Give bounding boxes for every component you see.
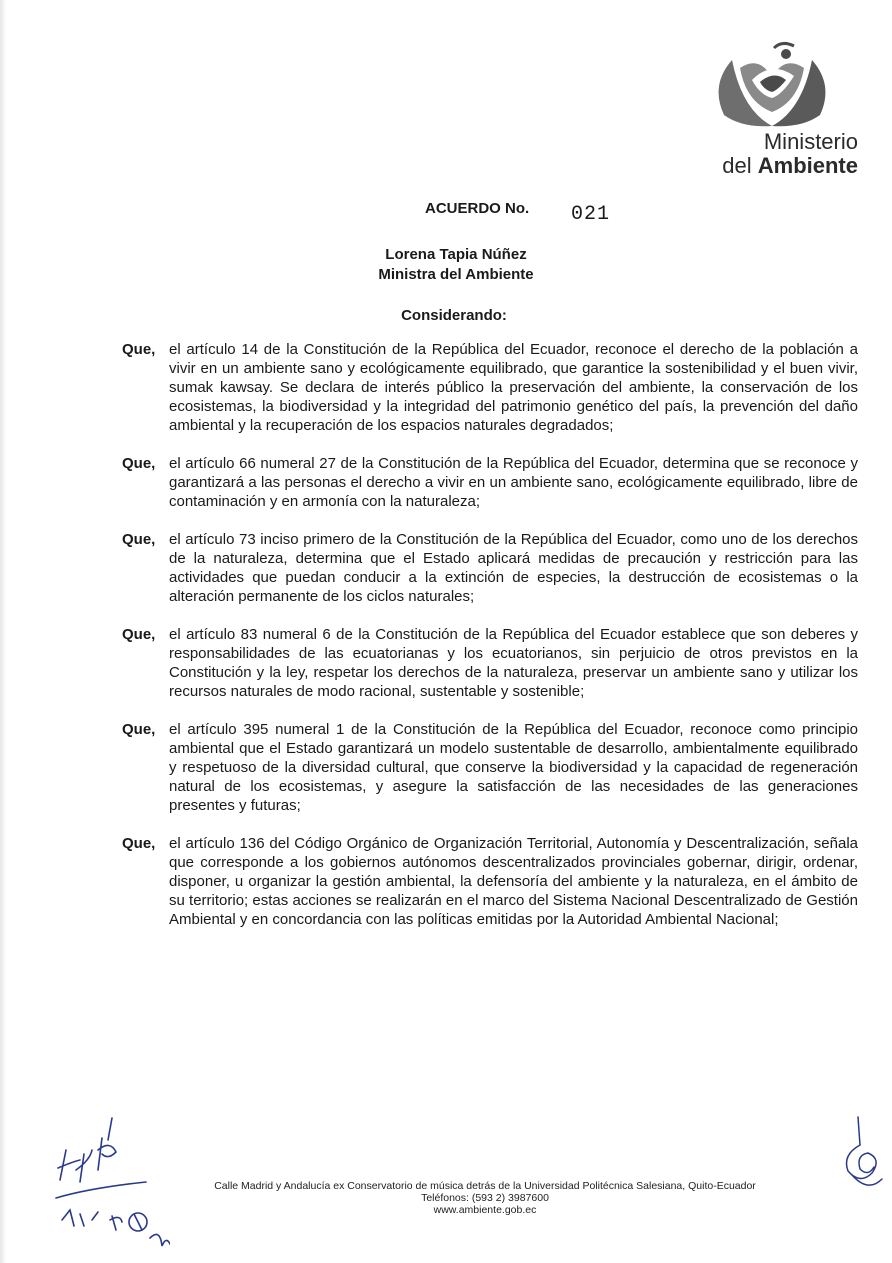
clause-item: [122, 454, 858, 511]
clauses-list: [122, 340, 858, 948]
logo-line-ministerio: Ministerio: [763, 129, 858, 154]
footer-website: www.ambiente.gob.ec: [433, 1204, 537, 1216]
clause-text: el artículo 66 numeral 27 de la Constitución de la República del Ecuador, determina que se reconoce y garantizará a las personas el derecho a vivir en un ambiente sano, ecológicamente equilibrado, libre de contaminación y en armonía con la naturaleza;: [169, 455, 858, 510]
page-footer: [120, 1180, 850, 1216]
clause-item: [122, 530, 858, 606]
considerando-heading: Considerando:: [401, 307, 507, 324]
clause-item: [122, 720, 858, 815]
clause-item: [122, 834, 858, 929]
acuerdo-number: 021: [571, 203, 611, 226]
clause-item: [122, 340, 858, 435]
clause-label: Que,: [122, 531, 156, 548]
logo-line-del: del: [722, 153, 752, 178]
clause-text: el artículo 14 de la Constitución de la República del Ecuador, reconoce el derecho de la población a vivir en un ambiente sano y ecológicamente equilibrado, que garantice la sostenibilidad y el buen vivir, sumak kawsay. Se declara de interés público la preservación del ambiente, la conservación de los ecosistemas, la biodiversidad y la integridad del patrimonio genético del país, la prevención del daño ambiental y la recuperación de los espacios naturales degradados;: [169, 341, 858, 434]
scan-edge-shadow: [0, 0, 6, 1263]
clause-text: el artículo 73 inciso primero de la Constitución de la República del Ecuador, como uno de los derechos de la naturaleza, determina que el Estado aplicará medidas de precaución y restricción para las actividades que puedan conducir a la extinción de especies, la destrucción de ecosistemas o la alteración permanente de los ciclos naturales;: [169, 531, 858, 605]
clause-label: Que,: [122, 455, 156, 472]
clause-label: Que,: [122, 835, 156, 852]
acuerdo-label: ACUERDO No.: [425, 200, 530, 217]
clause-text: el artículo 395 numeral 1 de la Constitución de la República del Ecuador, reconoce como principio ambiental que el Estado garantizará un modelo sustentable de desarrollo, ambientalmente equilibrado y respetuoso de la diversidad cultural, que conserve la biodiversidad y la capacidad de regeneración natural de los ecosistemas, y asegure la satisfacción de las necesidades de las generaciones presentes y futuras;: [169, 721, 858, 814]
footer-phone: Teléfonos: (593 2) 3987600: [421, 1192, 549, 1204]
clause-label: Que,: [122, 626, 156, 643]
clause-text: el artículo 83 numeral 6 de la Constitución de la República del Ecuador establece que son deberes y responsabilidades de las ecuatorianas y los ecuatorianos, sin perjuicio de otros previstos en la Constitución y la ley, respetar los derechos de la naturaleza, preservar un ambiente sano y utilizar los recursos naturales de modo racional, sustentable y sostenible;: [169, 626, 858, 700]
minister-title: Ministra del Ambiente: [378, 266, 534, 283]
minister-name: Lorena Tapia Núñez: [385, 246, 527, 263]
clause-label: Que,: [122, 341, 156, 358]
clause-label: Que,: [122, 721, 156, 738]
logo-line-ambiente: Ambiente: [757, 153, 858, 178]
footer-address: Calle Madrid y Andalucía ex Conservatorio de música detrás de la Universidad Politécnica Salesiana, Quito-Ecuador: [214, 1180, 756, 1192]
leaf-figure-logo-icon: [702, 40, 842, 130]
ministry-logo: [688, 40, 868, 190]
clause-text: el artículo 136 del Código Orgánico de Organización Territorial, Autonomía y Descentralización, señala que corresponde a los gobiernos autónomos descentralizados provinciales gobernar, dirigir, ordenar, disponer, u organizar la gestión ambiental, la defensoría del ambiente y la naturaleza, en el ámbito de su territorio; estas acciones se realizarán en el marco del Sistema Nacional Descentralizado de Gestión Ambiental y en concordancia con las políticas emitidas por la Autoridad Ambiental Nacional;: [169, 835, 858, 928]
clause-item: [122, 625, 858, 701]
